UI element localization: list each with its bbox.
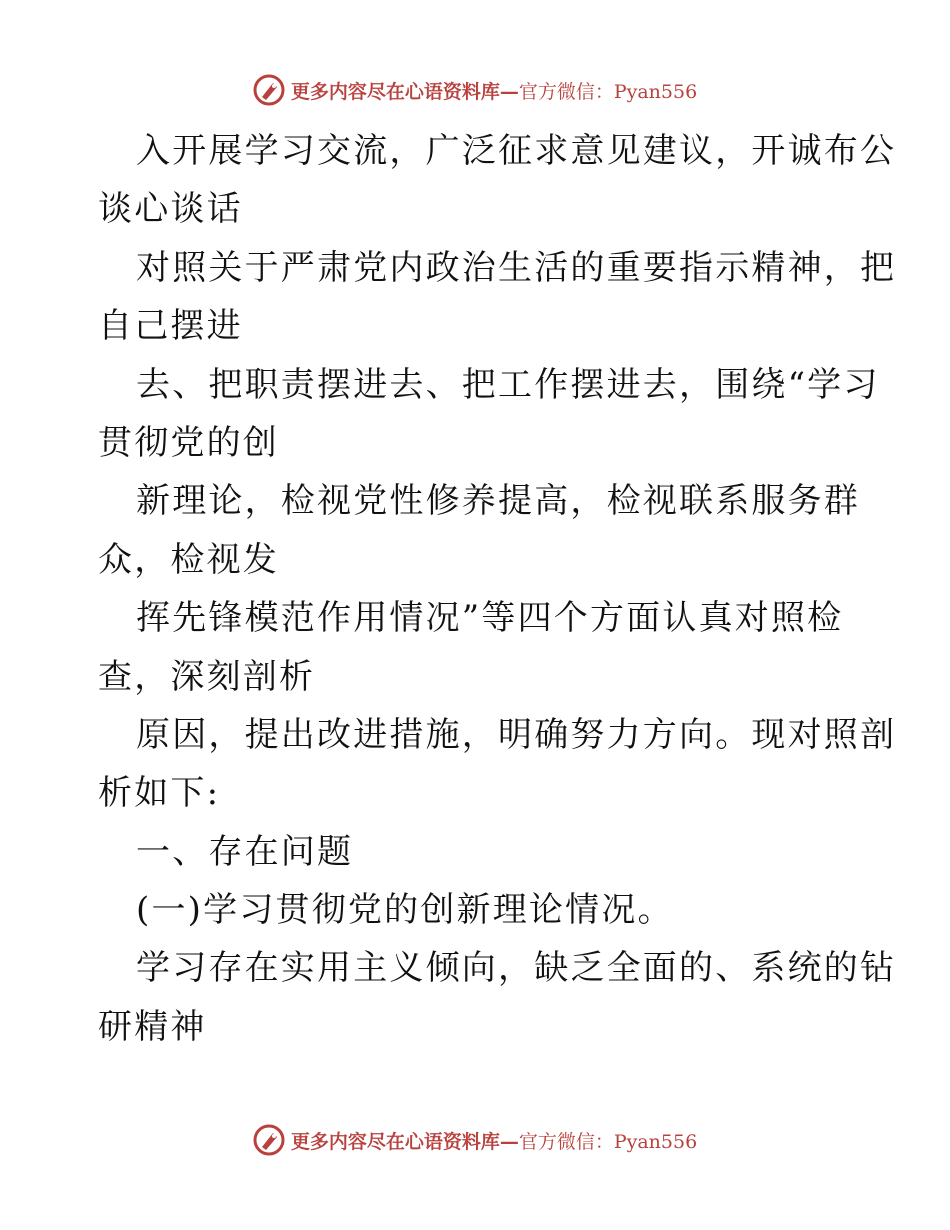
footer-banner xyxy=(0,1120,950,1160)
pen-nib-logo-icon xyxy=(253,1124,285,1156)
subsection-heading: (一)学习贯彻党的创新理论情况。 xyxy=(136,890,674,931)
paragraph-line: 入开展学习交流，广泛征求意见建议，开诚布公 xyxy=(136,131,897,171)
header-banner xyxy=(0,70,950,110)
paragraph-line: 贯彻党的创 xyxy=(98,422,279,463)
paragraph-line: 研精神 xyxy=(98,1006,207,1047)
paragraph-line: 查，深刻剖析 xyxy=(98,656,316,697)
footer-banner-text xyxy=(291,1127,697,1154)
paragraph-line: 析如下: xyxy=(98,773,221,814)
paragraph-line: 新理论，检视党性修养提高，检视联系服务群 xyxy=(136,481,860,522)
header-banner-title: 更多内容尽在心语资料库— xyxy=(290,80,519,103)
footer-banner-wechat: 官方微信：Pyan556 xyxy=(518,1130,698,1153)
footer-banner-title: 更多内容尽在心语资料库— xyxy=(290,1130,519,1153)
paragraph-line: 对照关于严肃党内政治生活的重要指示精神，把 xyxy=(136,247,897,288)
header-banner-text xyxy=(291,77,697,104)
section-heading: 一、存在问题 xyxy=(136,831,354,872)
paragraph-line: 去、把职责摆进去、把工作摆进去，围绕“学习 xyxy=(136,364,880,405)
paragraph-line: 众，检视发 xyxy=(98,539,279,580)
paragraph-line: 自己摆进 xyxy=(98,306,243,347)
header-banner-wechat: 官方微信：Pyan556 xyxy=(518,80,698,103)
paragraph-line: 挥先锋模范作用情况”等四个方面认真对照检 xyxy=(136,598,844,639)
pen-nib-logo-icon xyxy=(253,74,285,106)
paragraph-line: 学习存在实用主义倾向，缺乏全面的、系统的钻 xyxy=(136,948,897,989)
paragraph-line: 原因，提出改进措施，明确努力方向。现对照剖 xyxy=(136,714,897,755)
document-body xyxy=(98,122,897,1056)
paragraph-line: 谈心谈话 xyxy=(98,189,243,230)
